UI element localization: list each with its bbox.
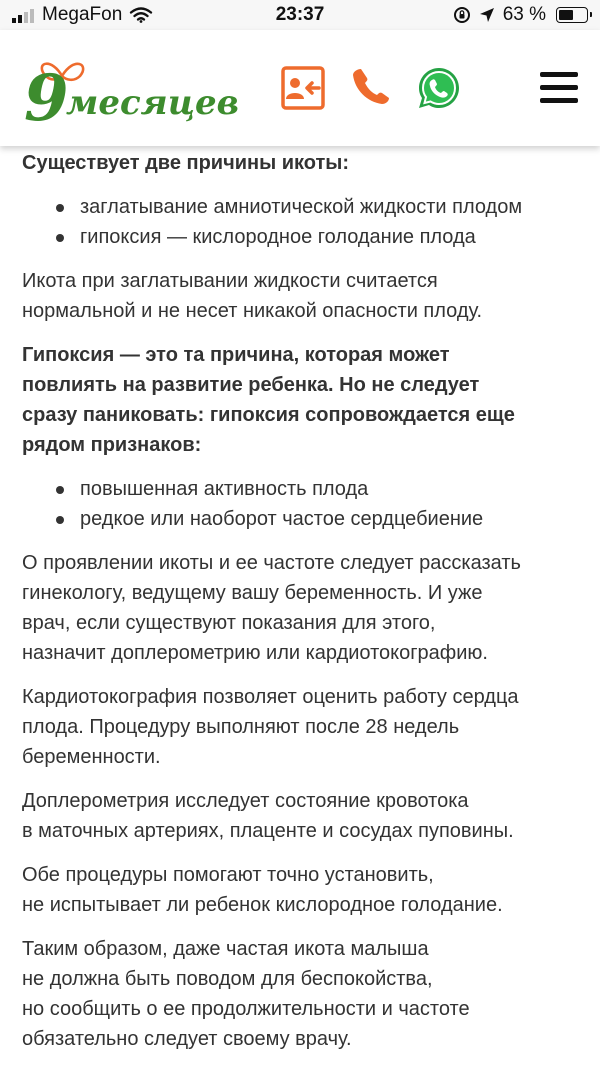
battery-icon [556, 7, 588, 23]
wifi-icon [130, 7, 152, 23]
battery-percent: 63 % [502, 4, 546, 25]
paragraph [22, 548, 592, 668]
text-line: Гипоксия — это та причина, которая может [22, 344, 450, 366]
orientation-lock-icon [453, 6, 471, 24]
paragraph [22, 786, 592, 846]
text-line: гинекологу, ведущему вашу беременность. И уже [22, 582, 483, 604]
text-line: нормальной и не несет никакой опасности плоду. [22, 300, 483, 322]
logo-text: месяцев [66, 83, 239, 123]
text-line: в маточных артериях, плаценте и сосудах пуповины. [22, 820, 514, 842]
menu-icon[interactable] [540, 72, 578, 104]
status-bar [0, 0, 600, 30]
text-line: не должна быть поводом для беспокойства, [22, 968, 433, 990]
hypoxia-paragraph [22, 340, 592, 460]
list-item: редкое или наоборот частое сердцебиение [22, 504, 592, 534]
paragraph [22, 860, 592, 920]
text-line: не испытывает ли ребенок кислородное голодание. [22, 894, 503, 916]
causes-heading: Существует две причины икоты: [22, 152, 350, 174]
paragraph [22, 934, 592, 1054]
battery-level [559, 10, 573, 20]
location-arrow-icon [479, 7, 495, 23]
text-line: Икота при заглатывании жидкости считается [22, 270, 438, 292]
text-line: назначит доплерометрию или кардиотокографию. [22, 642, 488, 664]
clock: 23:37 [275, 4, 325, 25]
text-line: врач, если существуют показания для этого, [22, 612, 436, 634]
causes-list [22, 192, 592, 252]
text-line: обязательно следует своему врачу. [22, 1028, 352, 1050]
text-line: Таким образом, даже частая икота малыша [22, 938, 429, 960]
text-line: Кардиотокография позволяет оценить работу сердца [22, 686, 519, 708]
paragraph [22, 266, 592, 326]
text-line: но сообщить о ее продолжительности и частоте [22, 998, 470, 1020]
text-line: Обе процедуры помогают точно установить, [22, 864, 434, 886]
whatsapp-icon[interactable] [416, 65, 462, 111]
text-line: рядом признаков: [22, 434, 202, 456]
paragraph [22, 682, 592, 772]
logo-number: 9 [24, 61, 69, 136]
site-header [0, 30, 600, 146]
list-item: повышенная активность плода [22, 474, 592, 504]
carrier-name: MegaFon [42, 4, 123, 25]
text-line: Доплерометрия исследует состояние кровотока [22, 790, 469, 812]
signs-list [22, 474, 592, 534]
article-content [22, 148, 592, 1068]
text-line: повлиять на развитие ребенка. Но не следует [22, 374, 480, 396]
text-line: плода. Процедуру выполняют после 28 недель [22, 716, 460, 738]
contacts-icon[interactable] [281, 66, 325, 110]
cellular-signal-icon [12, 7, 34, 23]
site-logo[interactable] [22, 54, 239, 136]
text-line: сразу паниковать: гипоксия сопровождается еще [22, 404, 515, 426]
text-line: О проявлении икоты и ее частоте следует рассказать [22, 552, 521, 574]
list-item: заглатывание амниотической жидкости плодом [22, 192, 592, 222]
list-item: гипоксия — кислородное голодание плода [22, 222, 592, 252]
phone-icon[interactable] [352, 67, 390, 105]
text-line: беременности. [22, 746, 161, 768]
